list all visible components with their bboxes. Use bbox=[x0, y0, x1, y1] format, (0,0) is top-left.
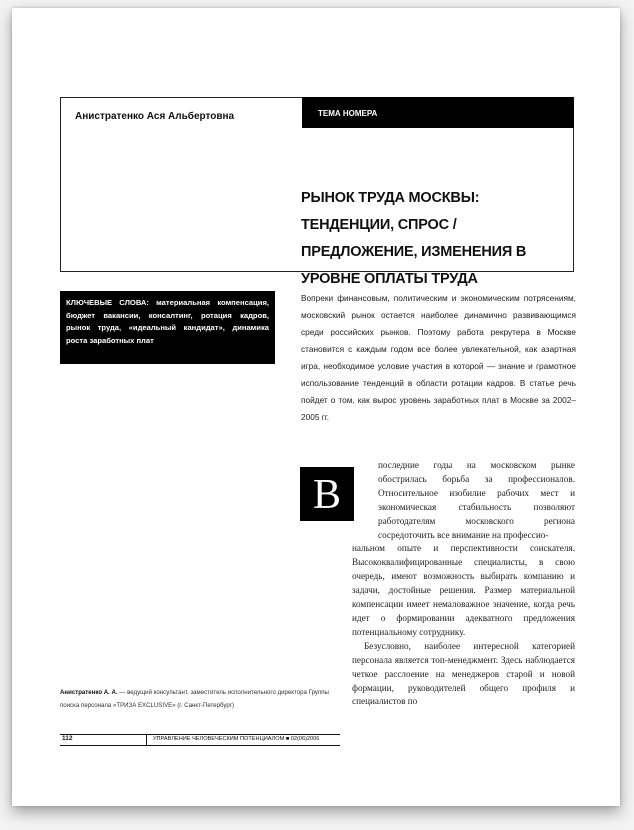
journal-footer: УПРАВЛЕНИЕ ЧЕЛОВЕЧЕСКИМ ПОТЕНЦИАЛОМ ■ 02(06)2006 bbox=[153, 736, 320, 742]
drop-cap: В bbox=[300, 467, 354, 521]
footer-separator bbox=[146, 735, 147, 745]
author-note-name: Анистратенко А. А. bbox=[60, 689, 118, 696]
body-paragraph-1-rest: нальном опыте и перспективности соискателя. Высококвалифицированные специалисты, в свою очередь, имеют возможность выбирать компанию и задачи, достойные решения. Размер материальной компенсации имеет немаловажное значение, когда речь идет о формировании адекватного предложения потенциальному сотруднику. bbox=[352, 543, 575, 637]
article-title: РЫНОК ТРУДА МОСКВЫ: ТЕНДЕНЦИИ, СПРОС / ПРЕДЛОЖЕНИЕ, ИЗМЕНЕНИЯ В УРОВНЕ ОПЛАТЫ ТРУДА bbox=[301, 190, 527, 287]
article-body bbox=[352, 459, 575, 709]
author-name: Анистратенко Ася Альбертовна bbox=[75, 111, 235, 122]
page-number: 112 bbox=[62, 735, 73, 742]
rubric-label: ТЕМА НОМЕРА bbox=[302, 97, 574, 128]
body-paragraph-1-top: последние годы на московском рынке обострилась борьба за профессионалов. Относительное изобилие рабочих мест и экономическая стабильность позволяют работодателям московского региона сосредоточить все внимание на профессио- bbox=[378, 460, 575, 540]
lead-paragraph: Вопреки финансовым, политическим и экономическим потрясениям, московский рынок остается наиболее динамично развивающимся среди российских рынков. Поэтому работа рекрутера в Москве становится с каждым годом все более увлекательной, как азартная игра, необходимое условие участия в которой — знание и грамотное использование тенденций в области ротации кадров. В статье речь пойдет о том, как вырос уровень заработных плат в Москве за 2002–2005 гг. bbox=[301, 293, 576, 422]
body-paragraph-2: Безусловно, наиболее интересной категорией персонала является топ-менеджмент. Здесь наблюдается четкое расслоение на менеджеров старой и новой формации, руководителей общего профиля и специалистов по bbox=[352, 640, 575, 707]
author-note bbox=[60, 686, 338, 712]
author-note-text: — ведущий консультант, заместитель исполнительного директора Группы поиска персонала «ТРИЗА EXCLUSIVE» (г. Санкт-Петербург) bbox=[60, 689, 329, 709]
keywords-box: КЛЮЧЕВЫЕ СЛОВА: материальная компенсация, бюджет вакансии, консалтинг, ротация кадров, рынок труда, «идеальный кандидат», динамика роста заработных плат bbox=[60, 291, 275, 364]
